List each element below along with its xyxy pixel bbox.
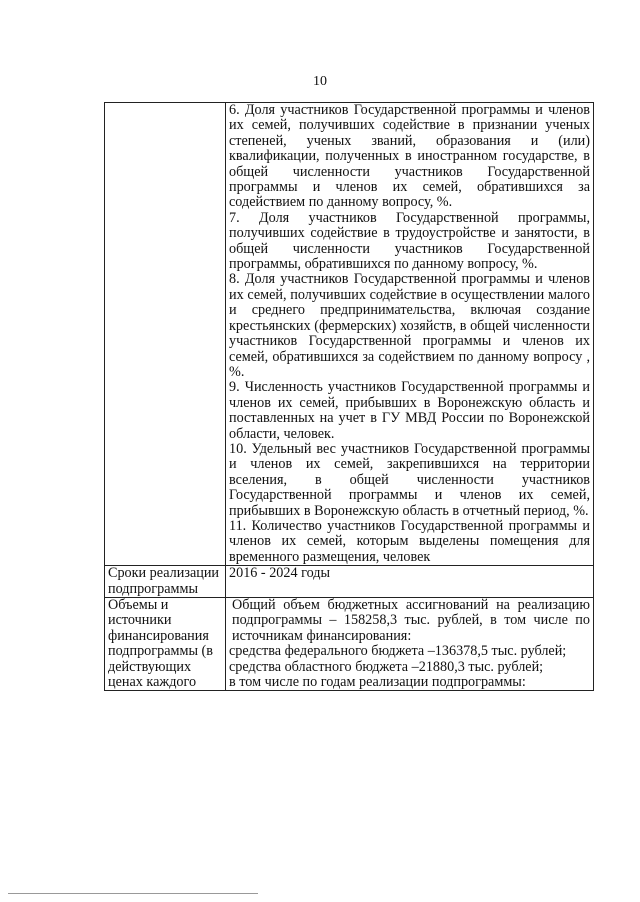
indicator-6: 6. Доля участников Государственной программы и членов их семей, получивших содействие в признании ученых степеней, ученых званий, образования и (или) квалификации, полученных в иностранном государстве, в общей численности участников Государственной программы и членов их семей, обратившихся за содействием по данному вопросу, %. — [229, 102, 590, 211]
indicator-11: 11. Количество участников Государственной программы и членов их семей, которым выделены помещения для временного размещения, человек — [229, 517, 590, 565]
funding-by-years: в том числе по годам реализации подпрограммы: — [229, 674, 526, 691]
indicators-label-cell — [105, 103, 226, 566]
page-number: 10 — [313, 74, 327, 89]
indicator-9: 9. Численность участников Государственной программы и членов их семей, прибывших в Воронежскую область и поставленных на учет в ГУ МВД России по Воронежской области, человек. — [229, 379, 590, 442]
funding-federal: средства федерального бюджета –136378,5 тыс. рублей; — [229, 643, 567, 660]
table-row-indicators — [105, 103, 594, 566]
subprogram-passport-table — [104, 102, 594, 691]
funding-label — [105, 598, 226, 691]
page-bottom-rule — [8, 893, 258, 894]
indicator-7: 7. Доля участников Государственной программы, получивших содействие в трудоустройстве и занятости, в общей численности участников Государственной программы, обратившихся по данному вопросу, %. — [229, 209, 590, 273]
terms-value: 2016 - 2024 годы — [226, 566, 594, 598]
funding-value-cell — [226, 598, 594, 691]
funding-total: Общий объем бюджетных ассигнований на реализацию подпрограммы – 158258,3 тыс. рублей, в том числе по источникам финансирования: — [232, 597, 590, 644]
indicator-10: 10. Удельный вес участников Государственной программы и членов их семей, закрепившихся на территории вселения, в общей численности участников Государственной программы и членов их семей, прибывших в Воронежскую область в отчетный период, %. — [229, 440, 590, 519]
table-row-funding — [105, 598, 594, 691]
table-row-terms — [105, 566, 594, 598]
funding-label-text: Объемы и источники финансирования подпрограммы (в действующих ценах каждого — [108, 597, 213, 691]
terms-label: Сроки реализации подпрограммы — [105, 566, 226, 598]
indicators-value-cell — [226, 103, 594, 566]
indicator-8: 8. Доля участников Государственной программы и членов их семей, получивших содействие в осуществлении малого и среднего предпринимательства, включая создание крестьянских (фермерских) хозяйств, в общей численности участников Государственной программы и членов их семей, обратившихся за содействием по данному вопросу , %. — [229, 271, 590, 380]
funding-regional: средства областного бюджета –21880,3 тыс. рублей; — [229, 658, 544, 675]
